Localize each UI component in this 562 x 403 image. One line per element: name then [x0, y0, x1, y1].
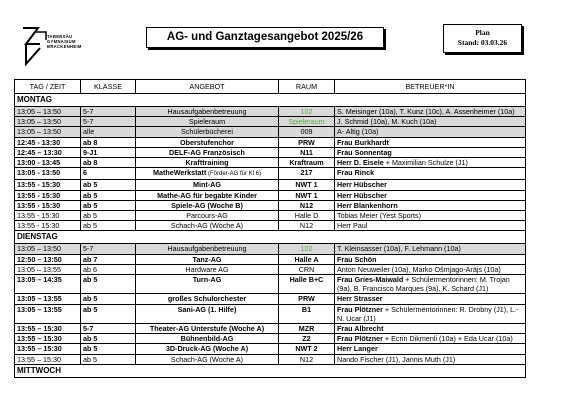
day-section-row — [15, 231, 526, 244]
table-row — [15, 221, 526, 231]
day-section-row — [15, 364, 526, 377]
class-cell: 9-J1 — [81, 147, 136, 157]
room-cell: N12 — [279, 200, 335, 210]
offer-cell: Mint-AG — [136, 180, 279, 190]
supervisor-cell — [335, 275, 526, 294]
class-cell: 6 — [81, 168, 136, 180]
time-cell: 13:55 - 15:30 — [15, 200, 81, 210]
room-cell: CRN — [279, 264, 335, 274]
offer-name: MatheWerkstatt — [152, 168, 207, 178]
supervisor-cell: Herr Langer — [335, 344, 526, 354]
table-row — [15, 344, 526, 354]
supervisor-cell: Herr Strasser — [335, 294, 526, 304]
class-cell: ab 5 — [81, 344, 136, 354]
table-row — [15, 354, 526, 364]
page-title: AG- und Ganztagesangebot 2025/26 — [146, 27, 384, 48]
day-label: DIENSTAG — [15, 231, 526, 244]
room-cell: 102 — [279, 244, 335, 254]
offer-cell: Oberstufenchor — [136, 137, 279, 147]
supervisor-cell: Herr Blankenhorn — [335, 200, 526, 210]
room-cell: Kraftraum — [279, 158, 335, 168]
class-cell: ab 5 — [81, 200, 136, 210]
time-cell: 13:00 - 13:45 — [15, 158, 81, 168]
class-cell: ab 5 — [81, 354, 136, 364]
room-cell: NWT 2 — [279, 344, 335, 354]
column-header: BETREUER*IN — [335, 80, 526, 94]
room-cell: Halle D — [279, 211, 335, 221]
time-cell: 13:05 – 13:50 — [15, 127, 81, 137]
supervisor-cell: Anton Neuweiler (10a), Marko Ošmjago-Aräjs (10a) — [335, 264, 526, 274]
supervisor-cell: Frau Burkhardt — [335, 137, 526, 147]
table-row — [15, 211, 526, 221]
table-row — [15, 200, 526, 210]
table-row — [15, 147, 526, 157]
offer-cell: Tanz-AG — [136, 254, 279, 264]
room-cell: PRW — [279, 294, 335, 304]
time-cell: 13:55 - 15:30 — [15, 221, 81, 231]
day-label: MITTWOCH — [15, 364, 526, 377]
time-cell: 12:45 – 13:30 — [15, 147, 81, 157]
offer-cell: Schach-AG (Woche A) — [136, 354, 279, 364]
offer-cell: Theater-AG Unterstufe (Woche A) — [136, 324, 279, 334]
room-cell: MZR — [279, 324, 335, 334]
class-cell: alle — [81, 127, 136, 137]
room-cell: N12 — [279, 221, 335, 231]
room-cell: B1 — [279, 304, 335, 323]
supervisor-cell — [335, 334, 526, 344]
offer-cell: 3D-Druck-AG (Woche A) — [136, 344, 279, 354]
time-cell: 13:05 – 13:50 — [15, 117, 81, 127]
class-cell: ab 5 — [81, 211, 136, 221]
supervisor-cell: Herr Paul — [335, 221, 526, 231]
supervisor-lead: Frau Plötzner — [337, 304, 383, 314]
supervisor-cell: Frau Schön — [335, 254, 526, 264]
table-row — [15, 324, 526, 334]
offer-cell: Mathe-AG für begabte Kinder — [136, 190, 279, 200]
offer-cell: Spieleraum — [136, 117, 279, 127]
time-cell: 13:55 – 15:30 — [15, 344, 81, 354]
table-row — [15, 275, 526, 294]
room-cell: Z2 — [279, 334, 335, 344]
class-cell: ab 5 — [81, 275, 136, 294]
logo-text: TABERSÄU GYMNASIUM BRACKENHEIM — [47, 34, 82, 50]
offer-cell: Schach-AG (Woche A) — [136, 221, 279, 231]
room-cell: Halle A — [279, 254, 335, 264]
offer-cell: großes Schulorchester — [136, 294, 279, 304]
table-row — [15, 180, 526, 190]
class-cell: 5-7 — [81, 107, 136, 117]
supervisor-others: + Schülermentorinnen: R. Drobny (J1), L.-N. Ucar (J1) — [337, 304, 519, 323]
class-cell: ab 5 — [81, 294, 136, 304]
column-header: KLASSE — [81, 80, 136, 94]
supervisor-lead: Frau Gries-Maiwald — [337, 275, 404, 285]
room-cell: NWT 1 — [279, 190, 335, 200]
class-cell: ab 7 — [81, 254, 136, 264]
supervisor-others: + Maximilian Schulze (J1) — [383, 158, 468, 168]
offer-cell: Spiele-AG (Woche B) — [136, 200, 279, 210]
time-cell: 13:05 – 13:55 — [15, 264, 81, 274]
class-cell: ab 8 — [81, 158, 136, 168]
time-cell: 12:45 - 13:30 — [15, 137, 81, 147]
class-cell: ab 5 — [81, 304, 136, 323]
supervisor-cell: Frau Sonnentag — [335, 147, 526, 157]
class-cell: ab 5 — [81, 190, 136, 200]
room-cell: Spieleraum — [279, 117, 335, 127]
table-row — [15, 334, 526, 344]
column-header: RAUM — [279, 80, 335, 94]
room-cell: PRW — [279, 137, 335, 147]
table-row — [15, 168, 526, 180]
supervisor-cell: Nando Fischer (J1), Jannis Muth (J1) — [335, 354, 526, 364]
time-cell: 13:55 - 15:30 — [15, 180, 81, 190]
supervisor-cell: Frau Albrecht — [335, 324, 526, 334]
table-header-row — [15, 80, 526, 94]
offer-cell: Hausaufgabenbetreuung — [136, 244, 279, 254]
offer-cell: Hardware AG — [136, 264, 279, 274]
offer-cell: Hausaufgabenbetreuung — [136, 107, 279, 117]
class-cell: 5-7 — [81, 117, 136, 127]
offer-suffix: (Förder-AG für Kl 6) — [206, 171, 262, 178]
time-cell: 13:05 – 14:35 — [15, 275, 81, 294]
time-cell: 13:55 – 15:30 — [15, 354, 81, 364]
plan-label: Plan — [475, 28, 490, 37]
time-cell: 13:05 – 13:55 — [15, 294, 81, 304]
table-row — [15, 190, 526, 200]
time-cell: 13:55 – 15:30 — [15, 334, 81, 344]
offer-cell: Bühnenbild-AG — [136, 334, 279, 344]
schedule-table — [14, 79, 526, 378]
table-row — [15, 244, 526, 254]
table-row — [15, 107, 526, 117]
room-cell: N11 — [279, 147, 335, 157]
time-cell: 13:05 - 13:50 — [15, 168, 81, 180]
time-cell: 13:05 – 13:50 — [15, 244, 81, 254]
table-row — [15, 117, 526, 127]
time-cell: 12:50 – 13:50 — [15, 254, 81, 264]
class-cell: ab 5 — [81, 221, 136, 231]
supervisor-lead: Herr D. Eisele — [337, 158, 384, 168]
time-cell: 13:55 - 15:30 — [15, 211, 81, 221]
offer-cell: Turn-AG — [136, 275, 279, 294]
class-cell: ab 5 — [81, 334, 136, 344]
room-cell: Halle B+C — [279, 275, 335, 294]
supervisor-cell: Tobias Meier (Yest Sports) — [335, 211, 526, 221]
offer-cell: Sani-AG (1. Hilfe) — [136, 304, 279, 323]
supervisor-cell: Herr Hübscher — [335, 190, 526, 200]
day-section-row — [15, 94, 526, 107]
supervisor-others: + Ecrin Dikmenli (10a) + Eda Ucar (10a) — [382, 334, 513, 344]
time-cell: 13:55 – 15:30 — [15, 324, 81, 334]
table-row — [15, 137, 526, 147]
room-cell: 217 — [279, 168, 335, 180]
class-cell: 5-7 — [81, 324, 136, 334]
day-label: MONTAG — [15, 94, 526, 107]
table-row — [15, 294, 526, 304]
supervisor-cell: Herr Hübscher — [335, 180, 526, 190]
offer-cell — [136, 168, 279, 180]
offer-cell: Krafttraining — [136, 158, 279, 168]
offer-cell: Schülerbücherei — [136, 127, 279, 137]
table-row — [15, 254, 526, 264]
supervisor-cell: Frau Rinck — [335, 168, 526, 180]
supervisor-cell — [335, 158, 526, 168]
time-cell: 13:55 - 15:30 — [15, 190, 81, 200]
class-cell: ab 8 — [81, 137, 136, 147]
time-cell: 13:05 – 13:55 — [15, 304, 81, 323]
room-cell: N12 — [279, 354, 335, 364]
class-cell: ab 6 — [81, 264, 136, 274]
column-header: TAG / ZEIT — [15, 80, 81, 94]
table-row — [15, 127, 526, 137]
supervisor-lead: Frau Plötzner — [337, 334, 383, 344]
table-body — [15, 94, 526, 378]
class-cell: 5-7 — [81, 244, 136, 254]
supervisor-cell: A- Altig (10a) — [335, 127, 526, 137]
room-cell: NWT 1 — [279, 180, 335, 190]
supervisor-cell — [335, 304, 526, 323]
supervisor-cell: J. Schmid (10a), M. Kuch (10a) — [335, 117, 526, 127]
supervisor-others: + Schülermentorinnen: M. Trojan (9a), B. Francisco Marques (9a), K. Schard (J1) — [337, 275, 510, 294]
offer-cell: DELF-AG Französisch — [136, 147, 279, 157]
supervisor-cell: T. Kleinsasser (10a), F. Lehmann (10a) — [335, 244, 526, 254]
table-row — [15, 158, 526, 168]
time-cell: 13:05 – 13:50 — [15, 107, 81, 117]
offer-cell: Parcours-AG — [136, 211, 279, 221]
table-row — [15, 264, 526, 274]
plan-status-box — [443, 24, 522, 53]
column-header: ANGEBOT — [136, 80, 279, 94]
supervisor-cell: S. Meisinger (10a), T. Kunz (10c), A. Assenheimer (10a) — [335, 107, 526, 117]
table-row — [15, 304, 526, 323]
class-cell: ab 5 — [81, 180, 136, 190]
room-cell: 102 — [279, 107, 335, 117]
plan-date: Stand: 03.03.26 — [457, 38, 508, 47]
room-cell: 009 — [279, 127, 335, 137]
